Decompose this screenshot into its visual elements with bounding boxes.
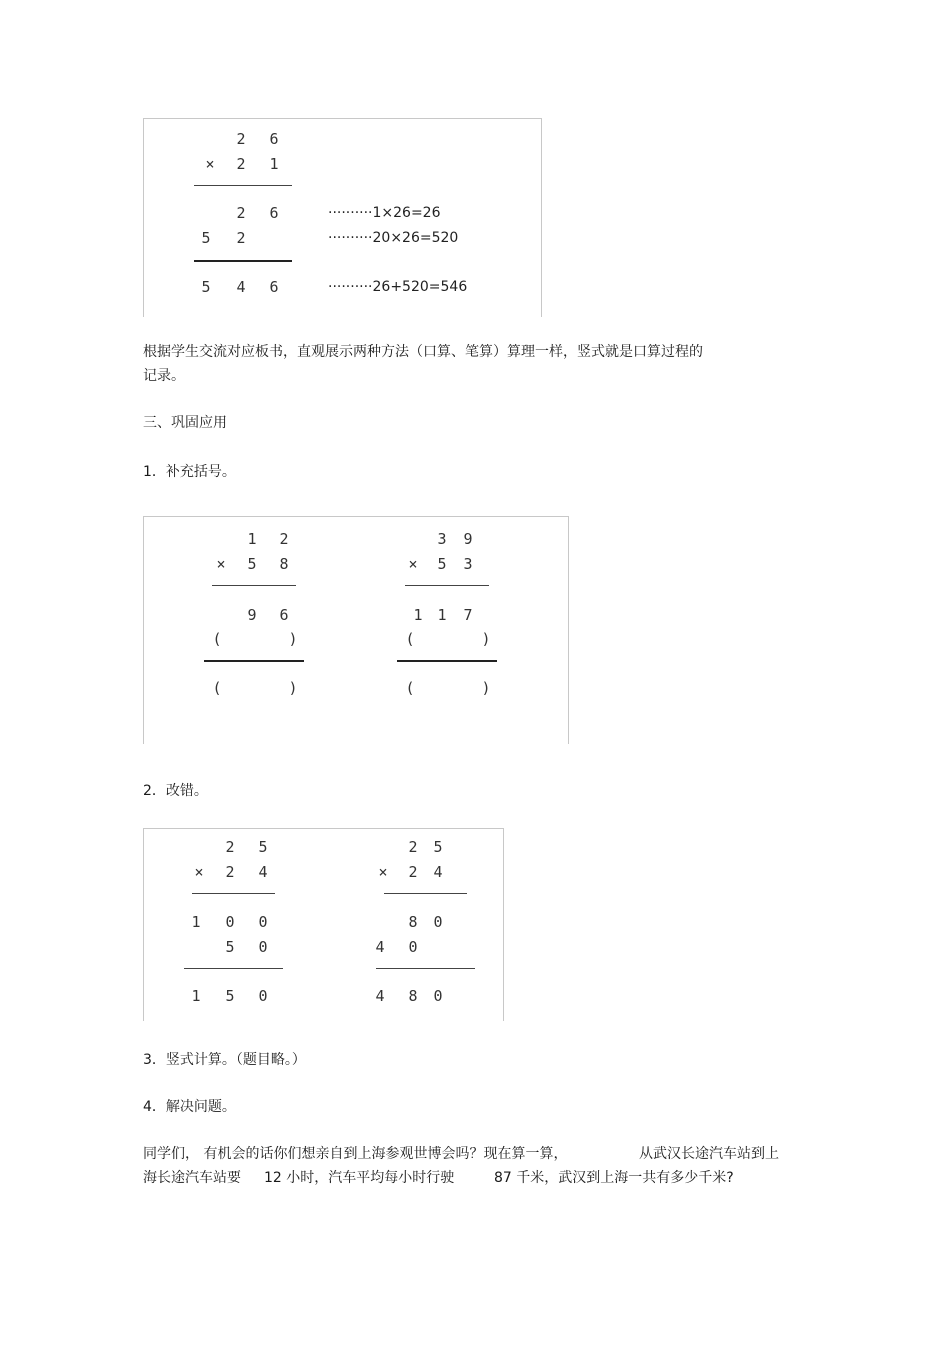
digit: 7 (463, 606, 473, 624)
digit: 4 (433, 863, 443, 881)
digit: 0 (433, 987, 443, 1005)
paragraph-line: 记录。 (143, 368, 185, 384)
blank-open-paren: ( (212, 630, 222, 648)
digit: 3 (463, 555, 473, 573)
problem-text: 海长途汽车站要 (143, 1170, 241, 1186)
digit: 1 (191, 913, 201, 931)
digit: 2 (236, 229, 246, 247)
correct-errors-figure (143, 828, 504, 1021)
digit: 3 (437, 530, 447, 548)
blank-close-paren: ) (481, 630, 491, 648)
problem-text: 12 小时，汽车平均每小时行驶 (264, 1170, 455, 1186)
digit: 5 (201, 278, 211, 296)
digit: 8 (279, 555, 289, 573)
annotation: ··········20×26=520 (328, 230, 459, 246)
digit: 2 (279, 530, 289, 548)
digit: 2 (408, 838, 418, 856)
digit: 1 (269, 155, 279, 173)
problem-text: 87 千米，武汉到上海一共有多少千米? (494, 1170, 734, 1186)
digit: 1 (413, 606, 423, 624)
blank-open-paren: ( (405, 630, 415, 648)
digit: 4 (258, 863, 268, 881)
multiply-sign: × (205, 155, 215, 173)
blank-close-paren: ) (288, 679, 298, 697)
digit: 5 (225, 938, 235, 956)
digit: 5 (437, 555, 447, 573)
problem-text: 同学们， 有机会的话你们想亲自到上海参观世博会吗？现在算一算， (143, 1146, 568, 1162)
separator-line (204, 660, 304, 662)
digit: 4 (375, 938, 385, 956)
separator-line (184, 968, 283, 969)
digit: 9 (463, 530, 473, 548)
question-title: 4．解决问题。 (143, 1099, 236, 1115)
digit: 0 (408, 938, 418, 956)
question-title: 1．补充括号。 (143, 464, 236, 480)
blank-open-paren: ( (405, 679, 415, 697)
digit: 0 (433, 913, 443, 931)
separator-line (212, 585, 296, 586)
digit: 4 (236, 278, 246, 296)
separator-line (192, 893, 275, 894)
digit: 6 (279, 606, 289, 624)
separator-line (194, 260, 292, 262)
digit: 1 (437, 606, 447, 624)
digit: 8 (408, 913, 418, 931)
question-title: 3．竖式计算。（题目略。） (143, 1052, 306, 1068)
digit: 2 (225, 863, 235, 881)
digit: 2 (236, 130, 246, 148)
fill-brackets-figure (143, 516, 569, 744)
digit: 2 (408, 863, 418, 881)
paragraph-line: 根据学生交流对应板书，直观展示两种方法（口算、笔算）算理一样，竖式就是口算过程的 (143, 344, 703, 360)
separator-line (376, 968, 475, 969)
digit: 6 (269, 278, 279, 296)
digit: 0 (225, 913, 235, 931)
digit: 5 (258, 838, 268, 856)
digit: 9 (247, 606, 257, 624)
question-title: 2．改错。 (143, 783, 208, 799)
digit: 2 (236, 204, 246, 222)
digit: 5 (247, 555, 257, 573)
digit: 2 (236, 155, 246, 173)
multiply-sign: × (408, 555, 418, 573)
multiply-sign: × (194, 863, 204, 881)
digit: 5 (225, 987, 235, 1005)
multiply-sign: × (216, 555, 226, 573)
section-heading: 三、巩固应用 (143, 415, 227, 431)
separator-line (405, 585, 489, 586)
digit: 6 (269, 204, 279, 222)
problem-text: 从武汉长途汽车站到上 (639, 1146, 779, 1162)
digit: 0 (258, 938, 268, 956)
separator-line (384, 893, 467, 894)
digit: 5 (433, 838, 443, 856)
annotation: ··········1×26=26 (328, 205, 441, 221)
digit: 8 (408, 987, 418, 1005)
separator-line (194, 185, 292, 186)
digit: 0 (258, 987, 268, 1005)
example-multiplication-figure (143, 118, 542, 317)
blank-close-paren: ) (288, 630, 298, 648)
annotation: ··········26+520=546 (328, 279, 468, 295)
multiply-sign: × (378, 863, 388, 881)
separator-line (397, 660, 497, 662)
digit: 6 (269, 130, 279, 148)
digit: 0 (258, 913, 268, 931)
digit: 4 (375, 987, 385, 1005)
digit: 1 (191, 987, 201, 1005)
digit: 1 (247, 530, 257, 548)
digit: 5 (201, 229, 211, 247)
blank-open-paren: ( (212, 679, 222, 697)
digit: 2 (225, 838, 235, 856)
blank-close-paren: ) (481, 679, 491, 697)
